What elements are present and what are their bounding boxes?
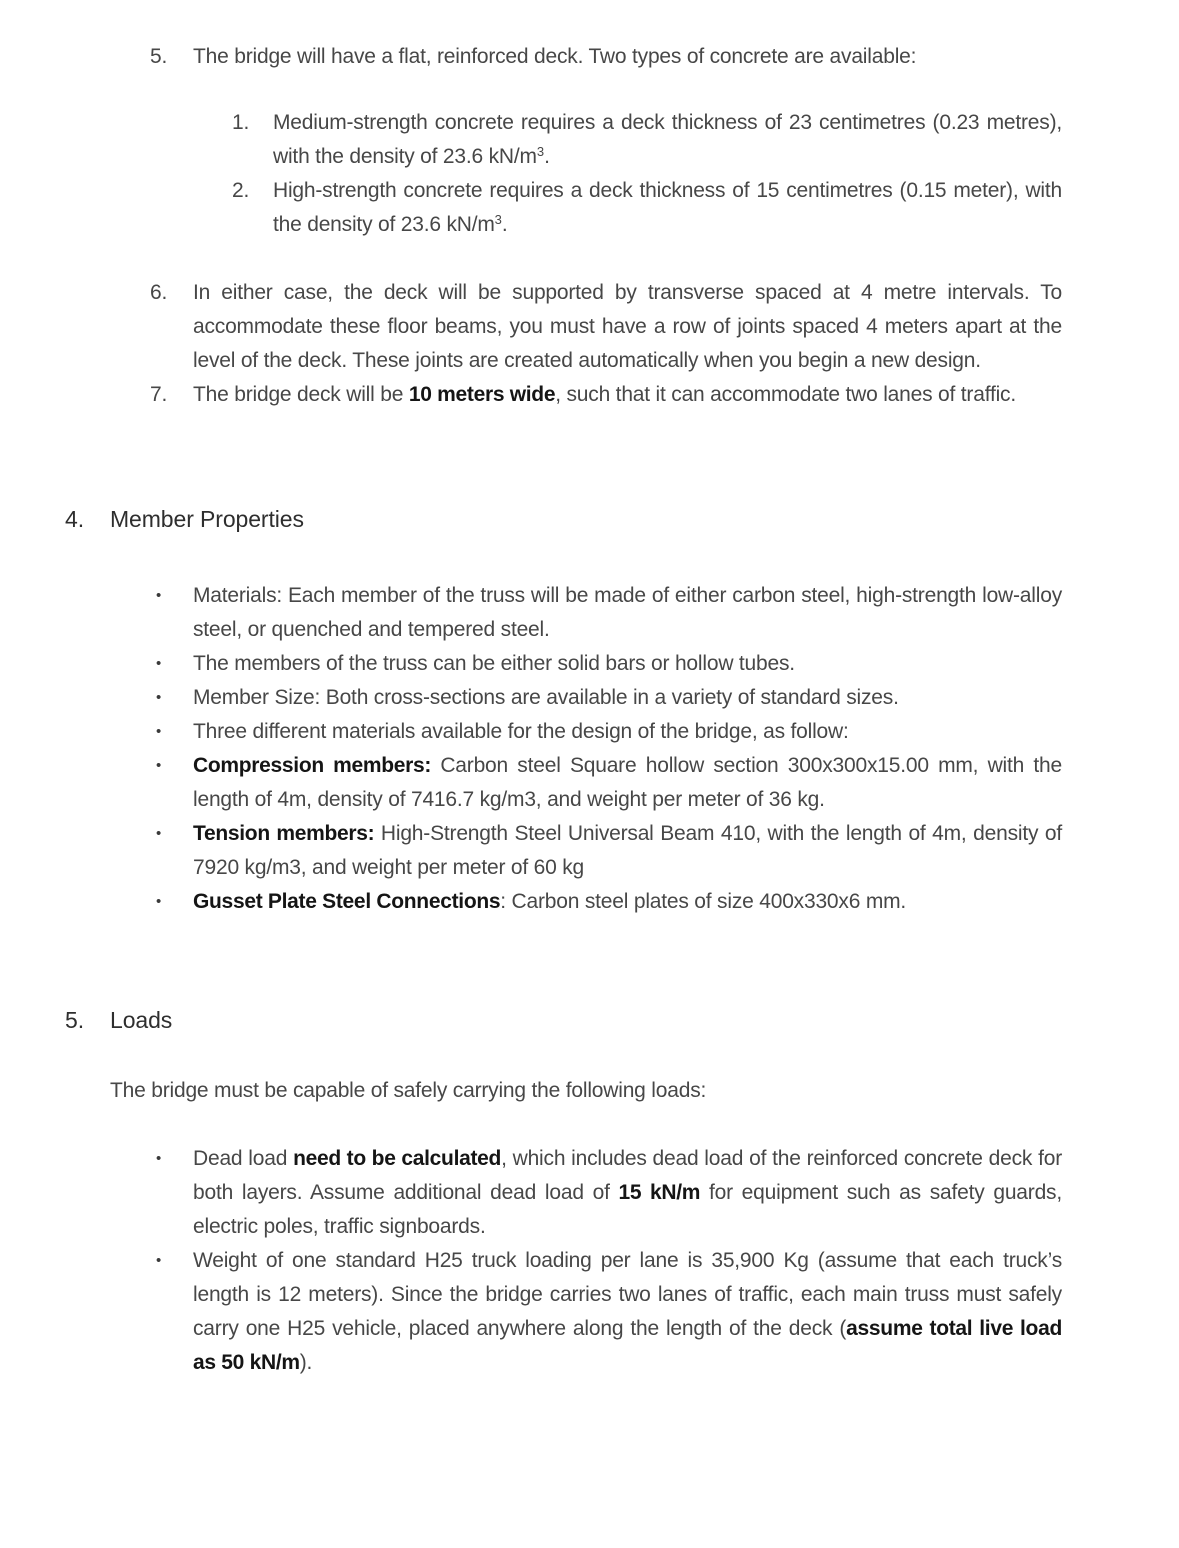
concrete-option-2-number: 2. — [232, 179, 250, 202]
truck-load-run-0: Weight of one standard H25 truck loading per lane is 35,900 Kg (assume that each truck’s length is 12 meters). Since the bridge carries two lanes of traffic, each main truss must safely carry one H25 vehicle, placed anywhere along the length of the deck ( — [193, 1249, 1062, 1340]
list-item-7-text-pre: The bridge deck will be — [193, 383, 409, 406]
concrete-option-2 — [232, 174, 1062, 242]
bullet-icon: • — [156, 723, 162, 740]
bullet-icon: • — [156, 1150, 162, 1167]
concrete-option-1-number: 1. — [232, 111, 250, 134]
dead-load-run-3-bold: 15 kN/m — [618, 1181, 701, 1204]
deck-width-bold-text: 10 meters wide — [408, 383, 556, 406]
bullet-three-materials-text: Three different materials available for the design of the bridge, as follow: — [193, 720, 849, 743]
bullet-gusset-plate-lead: Gusset Plate Steel Connections — [193, 890, 501, 913]
bullet-gusset-plate-text: : Carbon steel plates of size 400x330x6 mm. — [500, 890, 907, 913]
list-item-6-text: In either case, the deck will be supported by transverse spaced at 4 metre intervals. To accommodate these floor beams, you must have a row of joints spaced 4 meters apart at the level of the deck. These joints are created automatically when you begin a new design. — [193, 281, 1062, 372]
section-5-title: Loads — [110, 1007, 173, 1033]
list-item-5-number: 5. — [150, 45, 168, 68]
bullet-icon: • — [156, 587, 162, 604]
dead-load-run-1-bold: need to be calculated — [293, 1147, 502, 1170]
bullet-materials — [150, 579, 1062, 647]
bullet-compression-members — [150, 749, 1062, 817]
concrete-option-1-text: Medium-strength concrete requires a deck thickness of 23 centimetres (0.23 metres), with the density of 23.6 kN/m — [273, 111, 1062, 168]
bullet-truck-load — [150, 1244, 1062, 1380]
list-item-6-number: 6. — [150, 281, 168, 304]
loads-bullet-list — [150, 1142, 1062, 1380]
concrete-options-list — [232, 106, 1062, 242]
bullet-compression-members-lead: Compression members: — [193, 754, 432, 777]
section-heading-loads — [65, 1003, 1179, 1038]
bullet-solid-or-hollow — [150, 647, 1062, 681]
bullet-icon: • — [156, 689, 162, 706]
bullet-icon: • — [156, 655, 162, 672]
loads-intro-paragraph — [110, 1074, 1062, 1108]
loads-intro-text: The bridge must be capable of safely carrying the following loads: — [110, 1079, 707, 1102]
bullet-dead-load — [150, 1142, 1062, 1244]
bullet-icon: • — [156, 893, 162, 910]
bullet-icon: • — [156, 825, 162, 842]
section-5-number: 5. — [65, 1007, 84, 1033]
list-item-6 — [150, 276, 1062, 378]
bullet-tension-members — [150, 817, 1062, 885]
superscript-3: 3 — [536, 144, 545, 159]
section-4-title: Member Properties — [110, 506, 304, 532]
bullet-icon: • — [156, 757, 162, 774]
concrete-option-2-tail: . — [501, 213, 508, 236]
bullet-member-size — [150, 681, 1062, 715]
dead-load-run-2: , which includes dead load of the reinforced concrete deck for both layers. Assume additional dead load of — [193, 1147, 1063, 1204]
bullet-tension-members-text: High-Strength Steel Universal Beam 410, with the length of 4m, density of 7920 kg/m3, and weight per meter of 60 kg — [193, 822, 1062, 879]
list-item-5-text: The bridge will have a flat, reinforced deck. Two types of concrete are available: — [193, 45, 917, 68]
deck-spec-list — [150, 40, 1062, 412]
section-heading-member-properties — [65, 502, 1179, 537]
bullet-gusset-plate — [150, 885, 1062, 919]
concrete-option-1 — [232, 106, 1062, 174]
bullet-materials-text: Materials: Each member of the truss will be made of either carbon steel, high-strength low-alloy steel, or quenched and tempered steel. — [193, 584, 1062, 641]
concrete-option-2-text: High-strength concrete requires a deck thickness of 15 centimetres (0.15 meter), with the density of 23.6 kN/m — [273, 179, 1062, 236]
member-properties-bullet-list — [150, 579, 1062, 919]
list-item-7-number: 7. — [150, 383, 168, 406]
dead-load-run-0: Dead load — [193, 1147, 294, 1170]
list-item-7-text-post: , such that it can accommodate two lanes of traffic. — [555, 383, 1016, 406]
bullet-icon: • — [156, 1252, 162, 1269]
truck-load-run-1-bold: assume total live load as 50 kN/m — [193, 1317, 1062, 1374]
list-item-7 — [150, 378, 1062, 412]
truck-load-run-2: ). — [299, 1351, 313, 1374]
concrete-option-1-tail: . — [544, 145, 550, 168]
bullet-solid-or-hollow-text: The members of the truss can be either solid bars or hollow tubes. — [193, 652, 795, 675]
bullet-tension-members-lead: Tension members: — [193, 822, 375, 845]
dead-load-run-4: for equipment such as safety guards, electric poles, traffic signboards. — [193, 1181, 1062, 1238]
bullet-compression-members-text: Carbon steel Square hollow section 300x300x15.00 mm, with the length of 4m, density of 7416.7 kg/m3, and weight per meter of 36 kg. — [193, 754, 1063, 811]
list-item-5 — [150, 40, 1062, 74]
bullet-three-materials — [150, 715, 1062, 749]
section-4-number: 4. — [65, 506, 84, 532]
superscript-3: 3 — [494, 212, 502, 227]
bullet-member-size-text: Member Size: Both cross-sections are available in a variety of standard sizes. — [193, 686, 899, 709]
